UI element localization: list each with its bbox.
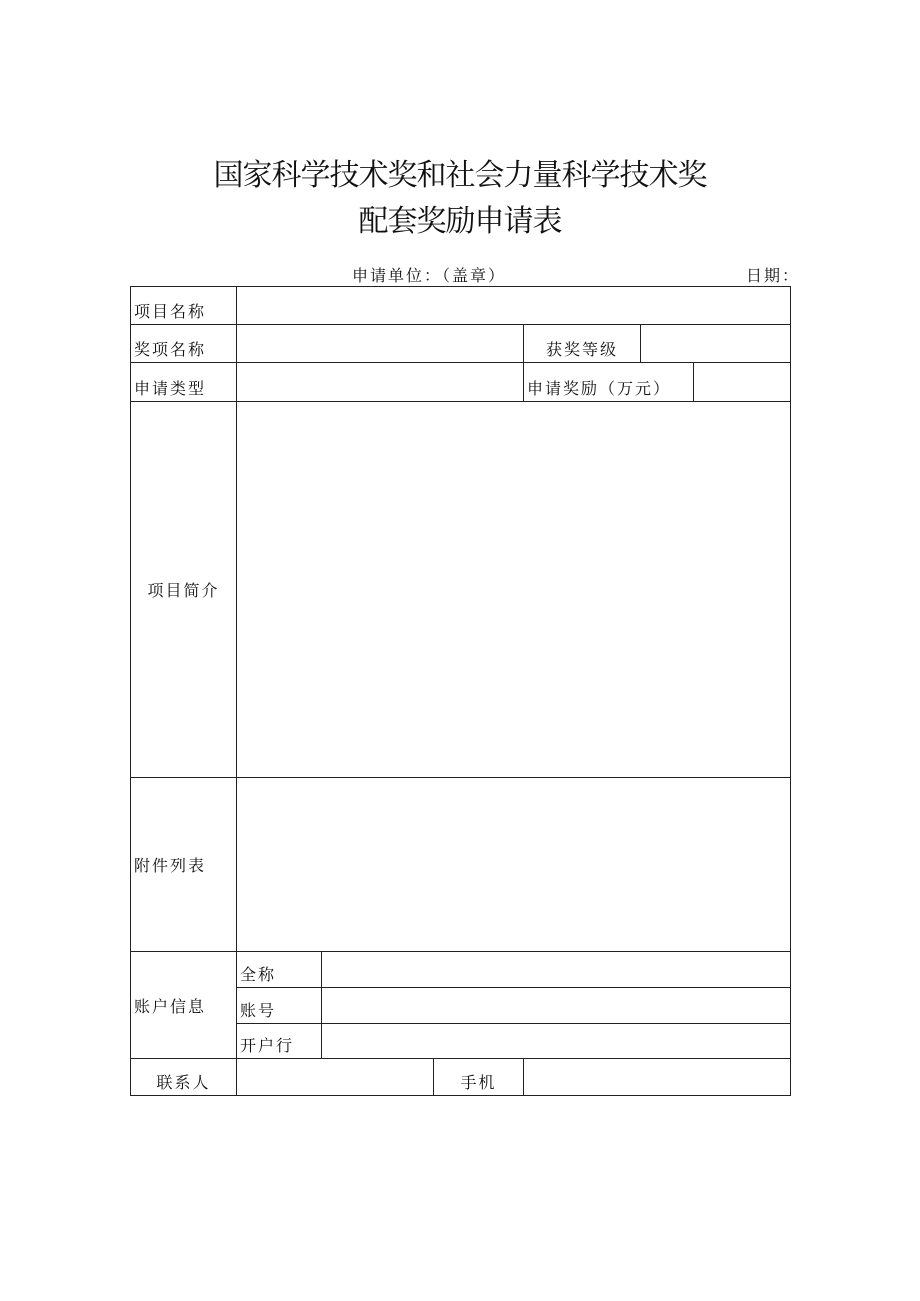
project-intro-field[interactable]	[236, 401, 791, 778]
applicant-unit-label: 申请单位：（盖章）	[352, 266, 507, 285]
award-level-label: 获奖等级	[523, 324, 641, 363]
date-label: 日期：	[746, 266, 801, 285]
award-name-label: 奖项名称	[130, 324, 237, 363]
application-type-label: 申请类型	[130, 362, 237, 402]
bank-label: 开户行	[236, 1023, 322, 1059]
award-level-field[interactable]	[640, 324, 791, 363]
contact-field[interactable]	[236, 1058, 434, 1096]
form-title-line1: 国家科学技术奖和社会力量科学技术奖	[213, 158, 707, 193]
application-reward-label: 申请奖励（万元）	[523, 362, 694, 402]
bank-field[interactable]	[321, 1023, 791, 1059]
attachment-list-label: 附件列表	[130, 777, 237, 952]
form-title-line2: 配套奖励申请表	[358, 204, 562, 239]
project-name-label: 项目名称	[130, 286, 237, 325]
full-name-label: 全称	[236, 951, 322, 988]
account-number-field[interactable]	[321, 987, 791, 1024]
project-name-field[interactable]	[236, 286, 791, 325]
account-info-label: 账户信息	[130, 951, 237, 1059]
application-reward-field[interactable]	[693, 362, 791, 402]
application-type-field[interactable]	[236, 362, 524, 402]
attachment-list-field[interactable]	[236, 777, 791, 952]
mobile-label: 手机	[433, 1058, 524, 1096]
contact-label: 联系人	[130, 1058, 237, 1096]
award-name-field[interactable]	[236, 324, 524, 363]
account-number-label: 账号	[236, 987, 322, 1024]
mobile-field[interactable]	[523, 1058, 791, 1096]
full-name-field[interactable]	[321, 951, 791, 988]
project-intro-label: 项目简介	[130, 401, 237, 778]
